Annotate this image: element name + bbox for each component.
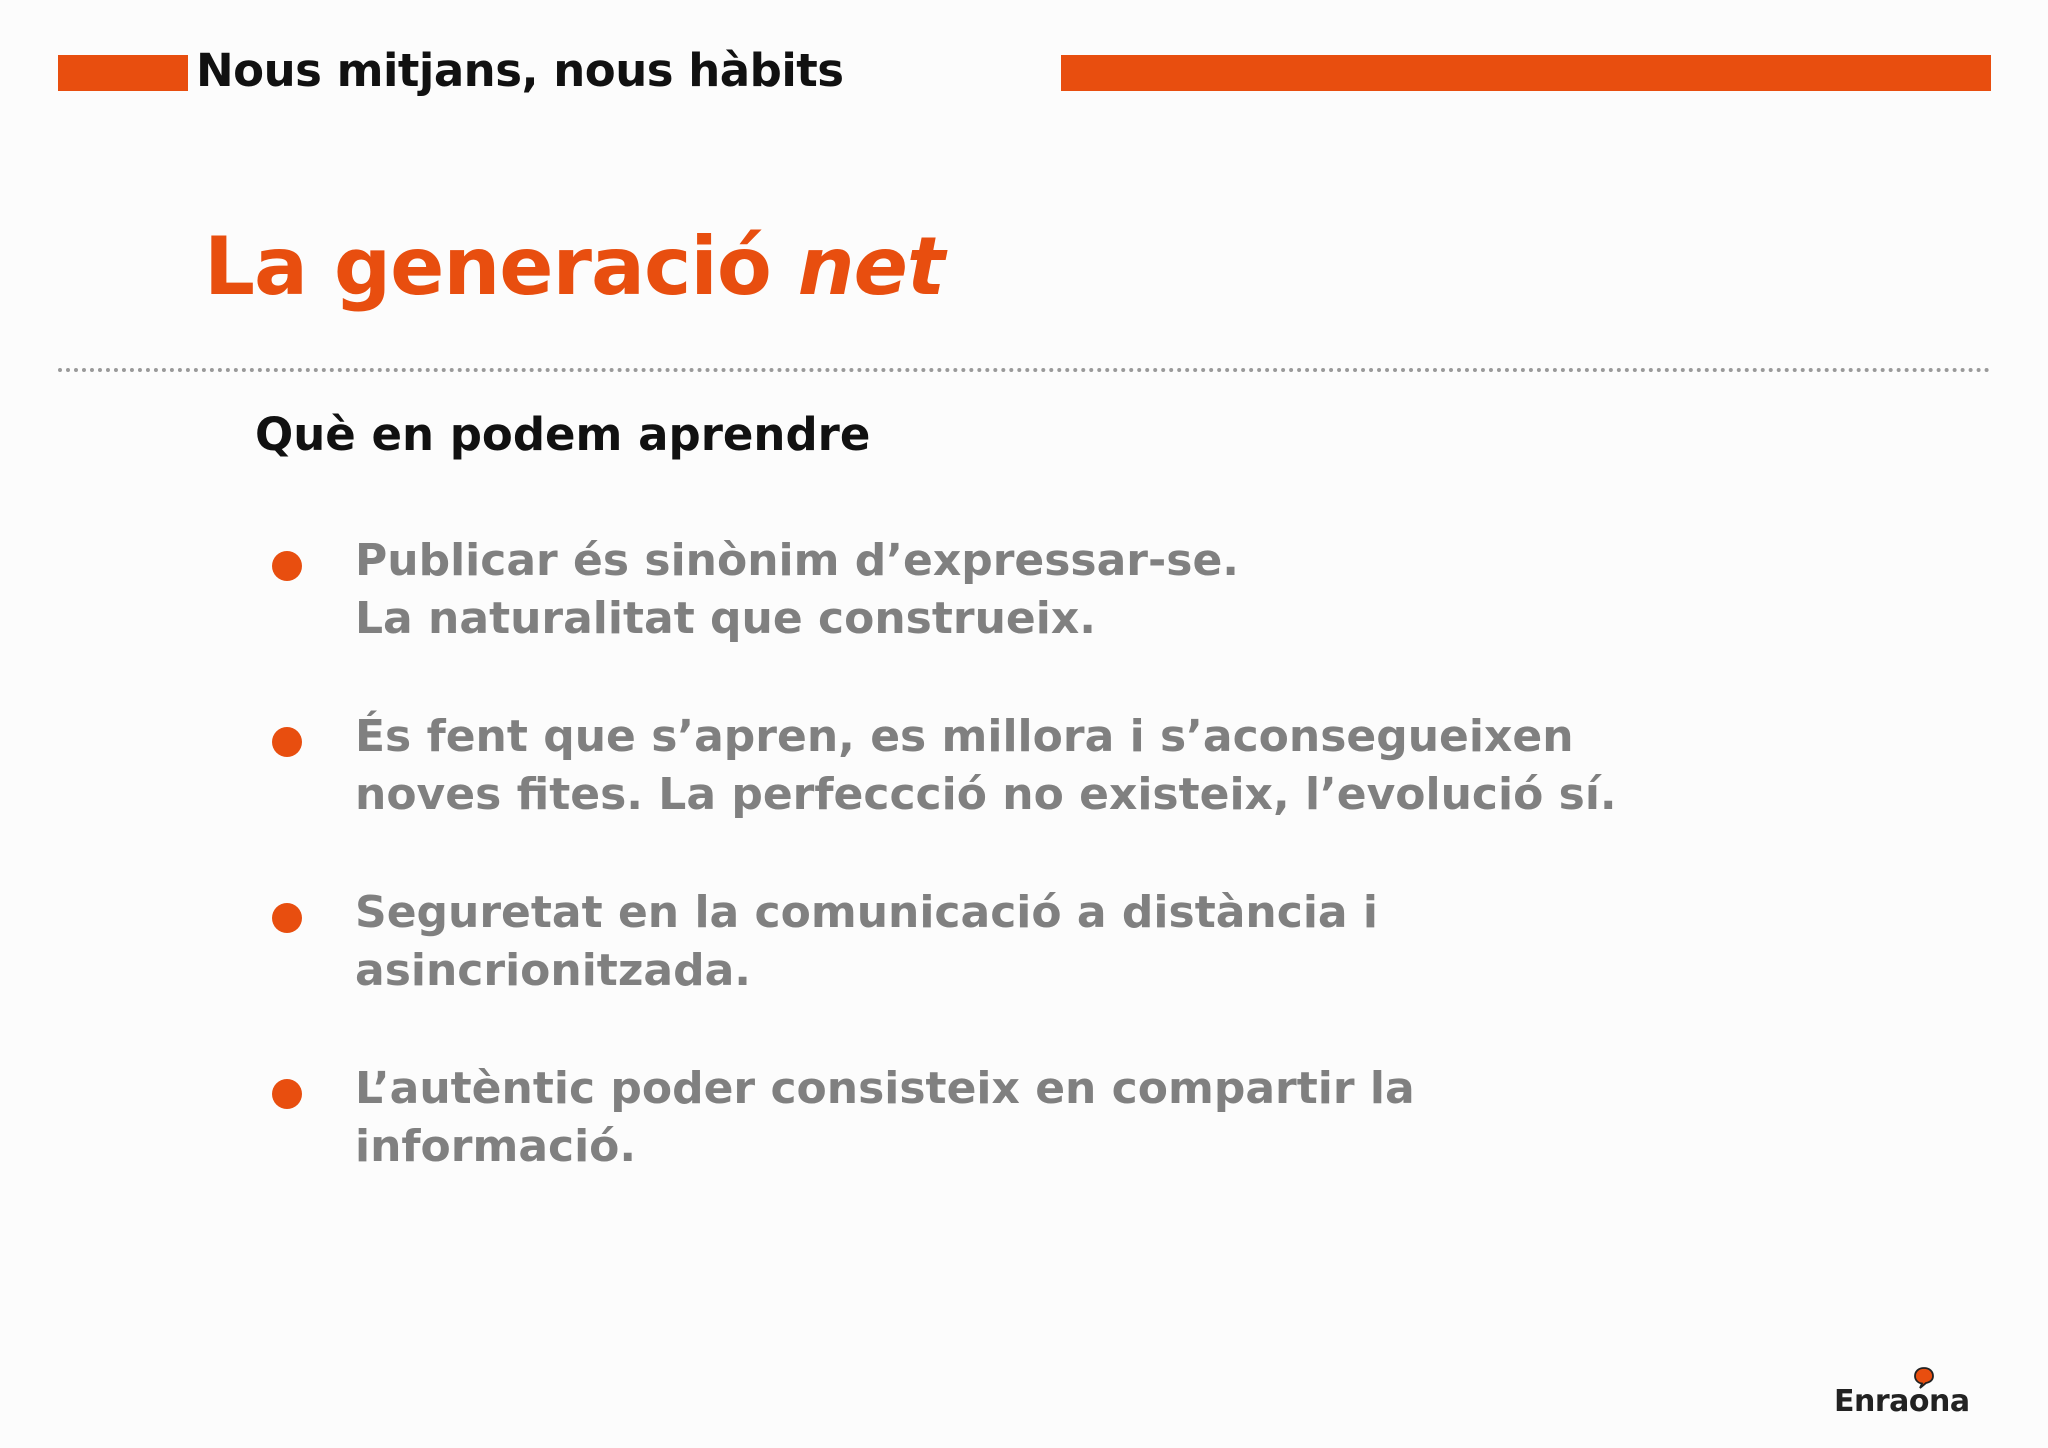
bullet-item <box>270 532 1617 648</box>
header-accent-bar-right <box>1061 55 1991 91</box>
bullet-dot-icon <box>272 1079 302 1109</box>
bullet-line: L’autèntic poder consisteix en compartir la <box>355 1063 1415 1114</box>
bullet-line: És fent que s’apren, es millora i s’aconsegueixen <box>355 711 1574 762</box>
section-label: Nous mitjans, nous hàbits <box>196 44 844 97</box>
bullet-item <box>270 884 1617 1000</box>
slide-title <box>204 220 944 313</box>
bullet-dot-icon <box>272 551 302 581</box>
bullet-line: Seguretat en la comunicació a distància i <box>355 887 1378 938</box>
bullet-dot-icon <box>272 903 302 933</box>
bullet-line: Publicar és sinònim d’expressar-se. <box>355 535 1240 586</box>
bullet-line: La naturalitat que construeix. <box>355 593 1096 644</box>
dotted-divider <box>58 368 1991 372</box>
bullet-item <box>270 708 1617 824</box>
slide-title-emphasis: net <box>797 220 945 313</box>
bullet-line: informació. <box>355 1121 637 1172</box>
enraona-logo <box>1834 1366 1974 1419</box>
bullet-list <box>270 532 1617 1236</box>
logo-text: Enraona <box>1834 1384 1970 1419</box>
bullet-dot-icon <box>272 727 302 757</box>
slide-title-main: La generació <box>204 220 798 313</box>
bullet-line: noves fites. La perfeccció no existeix, l’evolució sí. <box>355 769 1617 820</box>
bullet-item <box>270 1060 1617 1176</box>
slide-subtitle: Què en podem aprendre <box>255 408 871 461</box>
header-accent-bar-left <box>58 55 188 91</box>
bullet-line: asincrionitzada. <box>355 945 752 996</box>
